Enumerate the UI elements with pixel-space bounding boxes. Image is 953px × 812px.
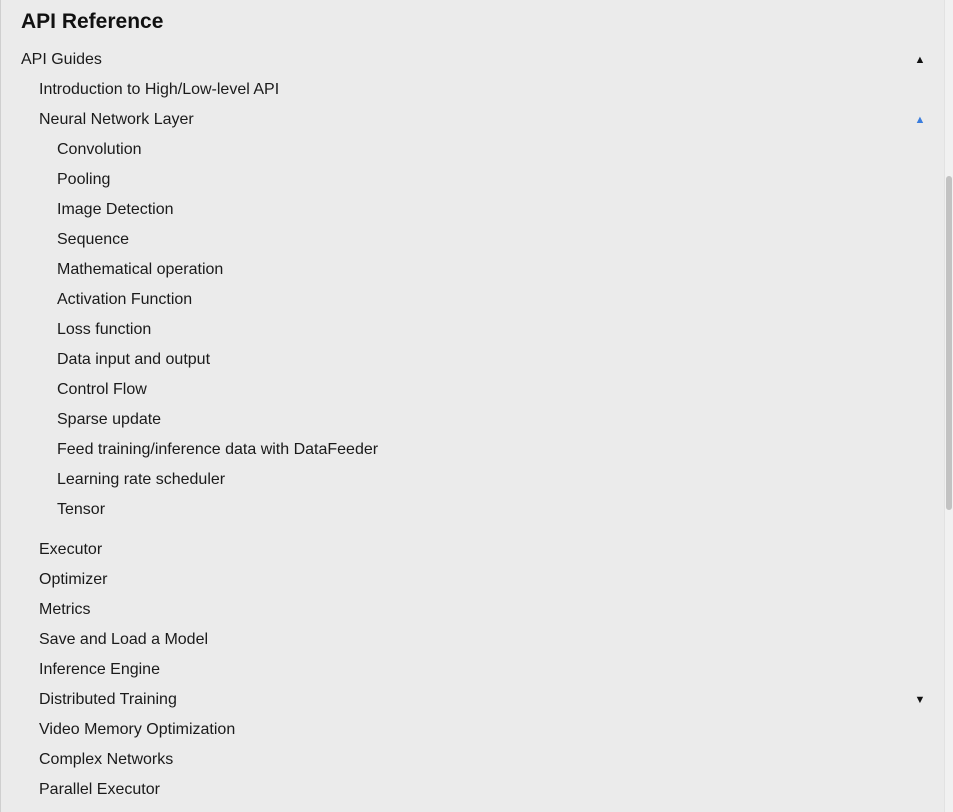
collapse-arrow-api-guides-icon[interactable]: ▲ xyxy=(914,54,926,66)
nav-item-executor[interactable]: Executor xyxy=(39,541,103,558)
collapse-arrow-neural-network-icon[interactable]: ▲ xyxy=(914,114,926,126)
nav-item-distributed-training[interactable]: Distributed Training xyxy=(39,691,177,708)
nav-item-pooling[interactable]: Pooling xyxy=(57,171,111,188)
nav-item-optimizer[interactable]: Optimizer xyxy=(39,571,108,588)
expand-arrow-distributed-training-icon[interactable]: ▼ xyxy=(914,694,926,706)
nav-item-sparse-update[interactable]: Sparse update xyxy=(57,411,162,428)
nav-item-save-load-model[interactable]: Save and Load a Model xyxy=(39,631,209,648)
nav-item-parallel-executor[interactable]: Parallel Executor xyxy=(39,781,160,798)
scrollbar-thumb[interactable] xyxy=(946,176,952,510)
nav-item-learning-rate-scheduler[interactable]: Learning rate scheduler xyxy=(57,471,226,488)
nav-item-neural-network-layer[interactable]: Neural Network Layer xyxy=(39,111,194,128)
vertical-scrollbar[interactable] xyxy=(944,0,953,812)
nav-item-feed-data-datafeeder[interactable]: Feed training/inference data with DataFeeder xyxy=(57,441,379,458)
nav-item-complex-networks[interactable]: Complex Networks xyxy=(39,751,174,768)
nav-item-tensor[interactable]: Tensor xyxy=(57,501,106,518)
nav-item-video-memory-optimization[interactable]: Video Memory Optimization xyxy=(39,721,236,738)
nav-item-image-detection[interactable]: Image Detection xyxy=(57,201,174,218)
nav-item-sequence[interactable]: Sequence xyxy=(57,231,130,248)
nav-item-api-guides[interactable]: API Guides xyxy=(21,51,102,68)
nav-item-loss-function[interactable]: Loss function xyxy=(57,321,152,338)
page-title: API Reference xyxy=(21,10,164,33)
nav-item-mathematical-operation[interactable]: Mathematical operation xyxy=(57,261,224,278)
nav-item-inference-engine[interactable]: Inference Engine xyxy=(39,661,160,678)
nav-item-activation-function[interactable]: Activation Function xyxy=(57,291,193,308)
nav-item-convolution[interactable]: Convolution xyxy=(57,141,142,158)
nav-item-control-flow[interactable]: Control Flow xyxy=(57,381,147,398)
nav-item-metrics[interactable]: Metrics xyxy=(39,601,91,618)
nav-item-data-input-output[interactable]: Data input and output xyxy=(57,351,211,368)
nav-item-intro-high-low-api[interactable]: Introduction to High/Low-level API xyxy=(39,81,280,98)
